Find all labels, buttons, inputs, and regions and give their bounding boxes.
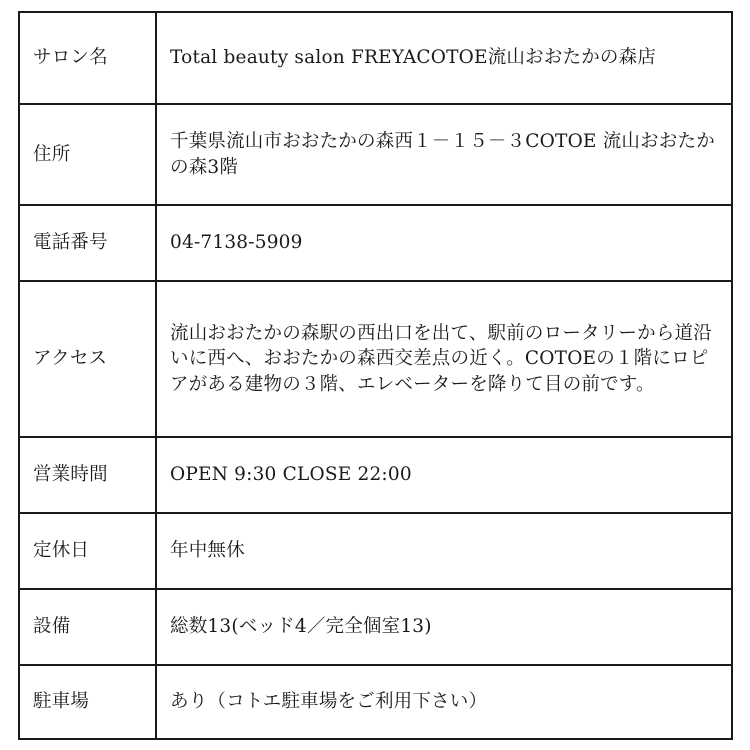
- table-row-phone: [19, 205, 732, 281]
- salon-info-table: [18, 11, 733, 740]
- table-row-salon-name: [19, 12, 732, 104]
- table-row-facilities: [19, 589, 732, 665]
- business-hours-value: OPEN 9:30 CLOSE 22:00: [156, 437, 732, 513]
- parking-value: あり（コトエ駐車場をご利用下さい）: [156, 665, 732, 739]
- phone-label: 電話番号: [19, 205, 156, 281]
- table-row-holidays: [19, 513, 732, 589]
- table-row-parking: [19, 665, 732, 739]
- table-row-address: [19, 104, 732, 205]
- holidays-label: 定休日: [19, 513, 156, 589]
- business-hours-label: 営業時間: [19, 437, 156, 513]
- facilities-label: 設備: [19, 589, 156, 665]
- facilities-value: 総数13(ベッド4／完全個室13): [156, 589, 732, 665]
- access-label: アクセス: [19, 281, 156, 437]
- parking-label: 駐車場: [19, 665, 156, 739]
- address-label: 住所: [19, 104, 156, 205]
- table-row-access: [19, 281, 732, 437]
- salon-name-value: Total beauty salon FREYACOTOE流山おおたかの森店: [156, 12, 732, 104]
- phone-value: 04-7138-5909: [156, 205, 732, 281]
- salon-name-label: サロン名: [19, 12, 156, 104]
- table-row-business-hours: [19, 437, 732, 513]
- access-value: 流山おおたかの森駅の西出口を出て、駅前のロータリーから道沿いに西へ、おおたかの森西交差点の近く。COTOEの１階にロピアがある建物の３階、エレベーターを降りて目の前です。: [156, 281, 732, 437]
- holidays-value: 年中無休: [156, 513, 732, 589]
- address-value: 千葉県流山市おおたかの森西１－１５－３COTOE 流山おおたかの森3階: [156, 104, 732, 205]
